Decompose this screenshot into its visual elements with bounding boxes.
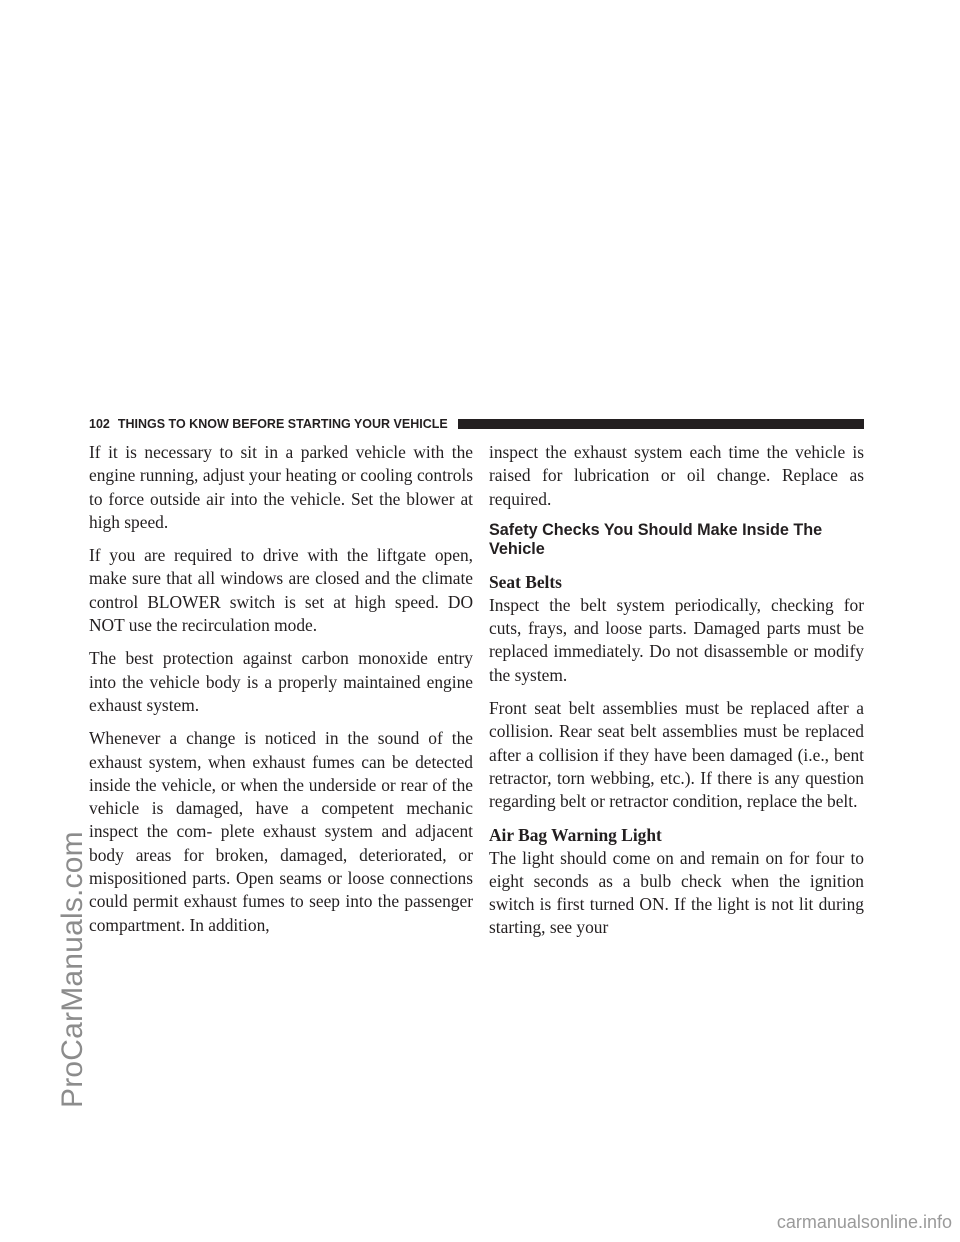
paragraph: The light should come on and remain on for four to eight seconds as a bulb check when the ignition switch is first turned ON. If the light is not lit during starting, see your [489,847,864,938]
left-column [89,441,473,937]
section-title: THINGS TO KNOW BEFORE STARTING YOUR VEHICLE [117,417,448,431]
paragraph: The best protection against carbon monoxide entry into the vehicle body is a properly maintained engine exhaust system. [89,648,473,715]
header-rule [458,419,864,429]
section-heading: Safety Checks You Should Make Inside The Vehicle [489,520,823,558]
paragraph: If you are required to drive with the liftgate open, make sure that all windows are closed and the climate control BLOWER switch is set at high speed. DO NOT use the recirculation mode. [89,545,473,636]
paragraph: inspect the exhaust system each time the vehicle is raised for lubrication or oil change. Replace as required. [489,442,864,509]
paragraph: If it is necessary to sit in a parked vehicle with the engine running, adjust your heating or cooling controls to force outside air into the vehicle. Set the blower at high speed. [89,442,473,532]
seat-belts-heading: Seat Belts [489,571,562,592]
paragraph: Front seat belt assemblies must be replaced after a collision. Rear seat belt assemblies must be replaced after a collision if they have been damaged (i.e., bent retractor, torn webbing, etc.). If there is any question regarding belt or retractor condition, replace the belt. [489,698,864,812]
paragraph: Whenever a change is noticed in the sound of the exhaust system, when exhaust fumes can be detected inside the vehicle, or when the underside or rear of the vehicle is damaged, have a competent mechanic inspect the com- plete exhaust system and adjacent body areas for broken, damaged, deteriorated, or mispositioned parts. Open seams or loose connections could permit exhaust fumes to seep into the passenger compartment. In addition, [89,728,473,935]
right-column [489,441,864,940]
paragraph: Inspect the belt system periodically, checking for cuts, frays, and loose parts. Damaged parts must be replaced immediately. Do not disassemble or modify the system. [489,594,864,685]
side-watermark-text: ProCarManuals.com [56,831,89,1108]
page-header [89,416,864,432]
footer-watermark: carmanualsonline.info [776,1212,952,1232]
page-number: 102 [89,417,110,431]
air-bag-heading: Air Bag Warning Light [489,824,662,845]
side-watermark [56,831,90,1108]
